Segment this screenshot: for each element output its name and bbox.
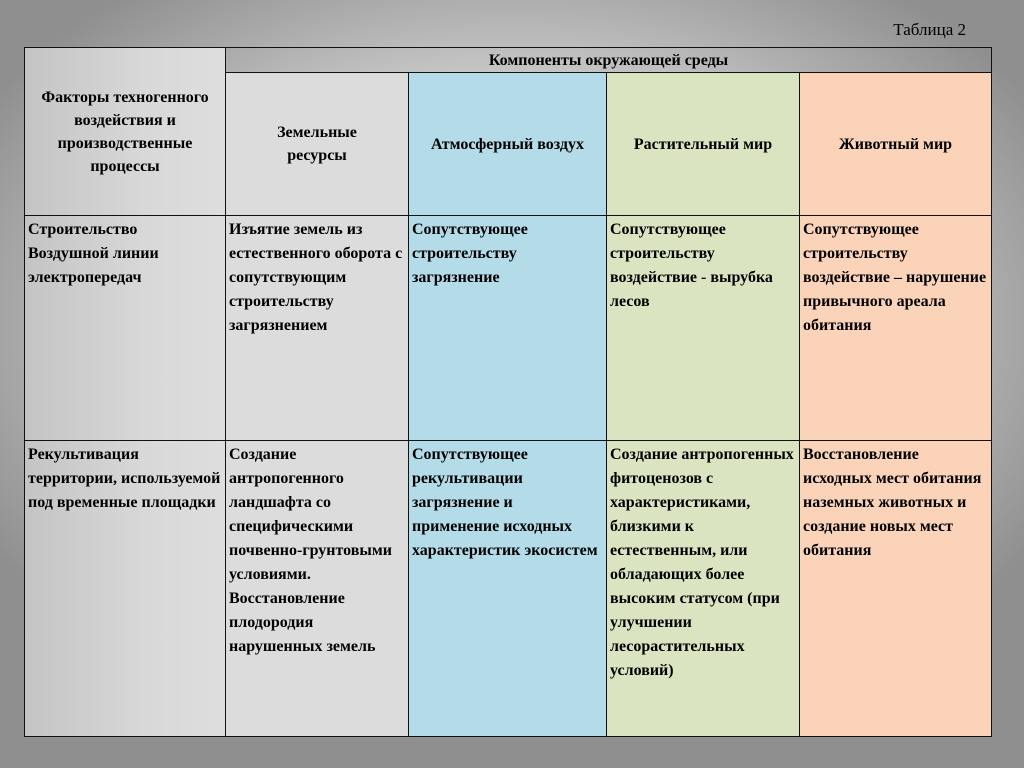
row-2-plant: Создание антропогенных фитоценозов с характеристиками, близкими к естественным, или обладающих более высоким статусом (при улучшении лесорастительных условий): [606, 440, 800, 737]
row-2-animal: Восстановление исходных мест обитания наземных животных и создание новых мест обитания: [799, 440, 992, 737]
header-factors: Факторы техногенного воздействия и производственные процессы: [24, 47, 226, 216]
row-1-land: Изъятие земель из естественного оборота с сопутствующим строительству загрязнением: [225, 215, 409, 441]
row-1-animal: Сопутствующее строительству воздействие – нарушение привычного ареала обитания: [799, 215, 992, 441]
header-animal-world: Животный мир: [799, 72, 992, 216]
header-plant-world: Растительный мир: [606, 72, 800, 216]
row-1-air: Сопутствующее строительству загрязнение: [408, 215, 607, 441]
row-1-factor: Строительство Воздушной линии электропередач: [24, 215, 226, 441]
row-2-land: Создание антропогенного ландшафта со специфическими почвенно-грунтовыми условиями. Восстановление плодородия нарушенных земель: [225, 440, 409, 737]
header-land-resources: Земельные ресурсы: [225, 72, 409, 216]
header-atmospheric-air: Атмосферный воздух: [408, 72, 607, 216]
row-1-plant: Сопутствующее строительству воздействие - вырубка лесов: [606, 215, 800, 441]
table-caption: Таблица 2: [893, 20, 966, 39]
row-2-factor: Рекультивация территории, используемой под временные площадки: [24, 440, 226, 737]
row-2-air: Сопутствующее рекультивации загрязнение и применение исходных характеристик экосистем: [408, 440, 607, 737]
header-components: Компоненты окружающей среды: [225, 47, 992, 73]
